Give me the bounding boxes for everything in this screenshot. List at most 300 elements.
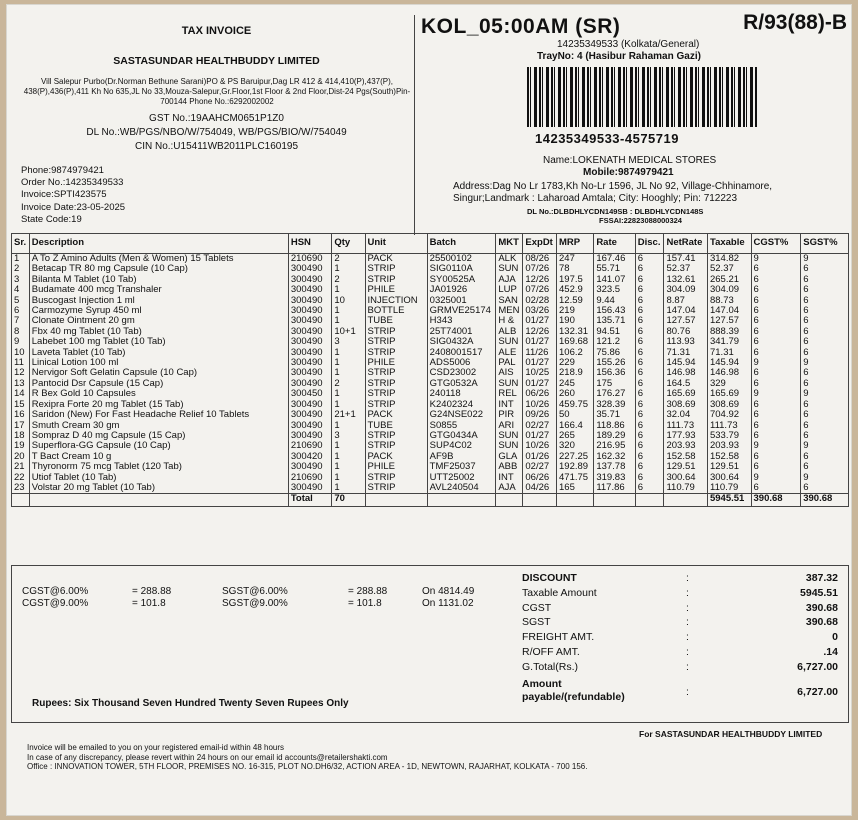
total-cell-hsn: Total <box>288 494 332 507</box>
cell-expdt: 10/25 <box>523 368 557 378</box>
summary-label: G.Total(Rs.) <box>522 660 579 673</box>
cell-mrp: 452.9 <box>557 285 594 295</box>
cell-sr: 19 <box>12 441 30 451</box>
tax-cgst-val: = 101.8 <box>132 598 166 609</box>
table-row <box>12 421 849 431</box>
cell-cgst: 6 <box>751 431 801 441</box>
total-cell-description <box>29 494 288 507</box>
cell-hsn: 300490 <box>288 337 332 347</box>
cell-taxable: 71.31 <box>707 348 751 358</box>
tax-sgst-val: = 101.8 <box>348 598 382 609</box>
cell-cgst: 9 <box>751 473 801 483</box>
items-table <box>11 233 849 507</box>
table-row <box>12 389 849 399</box>
cell-description: Volstar 20 mg Tablet (10 Tab) <box>29 483 288 494</box>
cell-netrate: 71.31 <box>664 348 708 358</box>
seller-dl: DL No.:WB/PGS/NBO/W/754049, WB/PGS/BIO/W/754049 <box>86 127 347 138</box>
total-cell-netrate <box>664 494 708 507</box>
amount-payable-row <box>518 678 848 706</box>
cell-mkt: REL <box>496 389 523 399</box>
cell-disc: 6 <box>635 379 664 389</box>
cell-qty: 1 <box>332 462 365 472</box>
cell-sgst: 9 <box>801 358 849 368</box>
footer-office: Office : INNOVATION TOWER, 5TH FLOOR, PREMISES NO. 16-315, PLOT NO.DH6/32, ACTION AREA - 1D, NEWTOWN, RAJARHAT, KOLKATA - 700 156. <box>27 762 588 771</box>
cell-hsn: 300490 <box>288 264 332 274</box>
cell-qty: 1 <box>332 285 365 295</box>
cell-mrp: 227.25 <box>557 452 594 462</box>
cell-hsn: 300490 <box>288 462 332 472</box>
cell-cgst: 6 <box>751 400 801 410</box>
summary-box <box>11 565 849 723</box>
column-header-hsn: HSN <box>288 234 332 254</box>
cell-taxable: 147.04 <box>707 306 751 316</box>
cell-mrp: 245 <box>557 379 594 389</box>
cell-batch: SIG0110A <box>427 264 496 274</box>
table-row <box>12 327 849 337</box>
table-row <box>12 452 849 462</box>
column-header-qty: Qty <box>332 234 365 254</box>
cell-sr: 16 <box>12 410 30 420</box>
cell-batch: AVL240504 <box>427 483 496 494</box>
table-row <box>12 400 849 410</box>
cell-qty: 1 <box>332 421 365 431</box>
summary-label: Taxable Amount <box>522 586 597 599</box>
cell-rate: 189.29 <box>594 431 635 441</box>
cell-qty: 1 <box>332 400 365 410</box>
cell-batch: GTG0532A <box>427 379 496 389</box>
cell-description: Bilanta M Tablet (10 Tab) <box>29 275 288 285</box>
cell-taxable: 203.93 <box>707 441 751 451</box>
cell-taxable: 308.69 <box>707 400 751 410</box>
column-header-sr: Sr. <box>12 234 30 254</box>
cell-mkt: ALE <box>496 348 523 358</box>
cell-taxable: 52.37 <box>707 264 751 274</box>
cell-taxable: 314.82 <box>707 254 751 265</box>
cell-sr: 7 <box>12 316 30 326</box>
cell-taxable: 129.51 <box>707 462 751 472</box>
cell-disc: 6 <box>635 306 664 316</box>
cell-sr: 11 <box>12 358 30 368</box>
summary-colon: : <box>686 660 689 673</box>
cell-netrate: 177.93 <box>664 431 708 441</box>
cell-unit: STRIP <box>365 368 427 378</box>
cell-mrp: 78 <box>557 264 594 274</box>
cell-batch: 2408001517 <box>427 348 496 358</box>
cell-sr: 15 <box>12 400 30 410</box>
cell-qty: 10 <box>332 296 365 306</box>
summary-value: 6,727.00 <box>797 660 838 673</box>
cell-qty: 1 <box>332 368 365 378</box>
cell-rate: 216.95 <box>594 441 635 451</box>
invoice-title: TAX INVOICE <box>181 25 252 37</box>
cell-mrp: 165 <box>557 483 594 494</box>
cell-rate: 319.83 <box>594 473 635 483</box>
cell-hsn: 300490 <box>288 483 332 494</box>
cell-mrp: 229 <box>557 358 594 368</box>
cell-disc: 6 <box>635 431 664 441</box>
cell-netrate: 8.87 <box>664 296 708 306</box>
cell-sgst: 6 <box>801 296 849 306</box>
tax-on: On 1131.02 <box>422 598 474 609</box>
cell-expdt: 08/26 <box>523 254 557 265</box>
cell-mrp: 471.75 <box>557 473 594 483</box>
cell-cgst: 9 <box>751 389 801 399</box>
cell-rate: 35.71 <box>594 410 635 420</box>
cell-sgst: 6 <box>801 421 849 431</box>
summary-row <box>518 602 848 617</box>
table-row <box>12 473 849 483</box>
cell-unit: PHILE <box>365 358 427 368</box>
column-header-description: Description <box>29 234 288 254</box>
cell-cgst: 6 <box>751 452 801 462</box>
cell-sr: 12 <box>12 368 30 378</box>
cell-rate: 162.32 <box>594 452 635 462</box>
cell-disc: 6 <box>635 285 664 295</box>
cell-qty: 10+1 <box>332 327 365 337</box>
tray-number: TrayNo: 4 (Hasibur Rahaman Gazi) <box>537 51 701 62</box>
cell-netrate: 308.69 <box>664 400 708 410</box>
cell-batch: GRMVE25174 <box>427 306 496 316</box>
summary-row <box>518 616 848 631</box>
cell-cgst: 6 <box>751 264 801 274</box>
table-row <box>12 410 849 420</box>
total-cell-sgst: 390.68 <box>801 494 849 507</box>
cell-batch: GTG0434A <box>427 431 496 441</box>
cell-expdt: 12/26 <box>523 327 557 337</box>
cell-mkt: AJA <box>496 275 523 285</box>
cell-batch: SY00525A <box>427 275 496 285</box>
cell-unit: INJECTION <box>365 296 427 306</box>
cell-cgst: 6 <box>751 348 801 358</box>
total-cell-mkt <box>496 494 523 507</box>
tax-on: On 4814.49 <box>422 586 475 597</box>
cell-qty: 1 <box>332 441 365 451</box>
cell-disc: 6 <box>635 327 664 337</box>
cell-hsn: 210690 <box>288 441 332 451</box>
cell-batch: AF9B <box>427 452 496 462</box>
customer-mobile: Mobile:9874979421 <box>583 167 674 178</box>
cell-sgst: 6 <box>801 410 849 420</box>
cell-unit: PACK <box>365 452 427 462</box>
cell-mrp: 219 <box>557 306 594 316</box>
table-row <box>12 306 849 316</box>
order-location: 14235349533 (Kolkata/General) <box>557 39 700 50</box>
tax-sgst-label: SGST@6.00% <box>222 586 288 597</box>
cell-rate: 94.51 <box>594 327 635 337</box>
cell-mrp: 169.68 <box>557 337 594 347</box>
cell-rate: 175 <box>594 379 635 389</box>
cell-batch: H343 <box>427 316 496 326</box>
cell-sgst: 6 <box>801 348 849 358</box>
cell-rate: 176.27 <box>594 389 635 399</box>
tax-cgst-val: = 288.88 <box>132 586 172 597</box>
cell-mrp: 190 <box>557 316 594 326</box>
cell-netrate: 111.73 <box>664 421 708 431</box>
shipping-header <box>417 11 853 233</box>
cell-mrp: 132.31 <box>557 327 594 337</box>
total-row <box>12 494 849 507</box>
cell-expdt: 01/27 <box>523 337 557 347</box>
cell-unit: BOTTLE <box>365 306 427 316</box>
cell-sr: 21 <box>12 462 30 472</box>
total-cell-sr <box>12 494 30 507</box>
summary-value: .14 <box>823 645 838 658</box>
cell-mkt: SAN <box>496 296 523 306</box>
cell-batch: UTT25002 <box>427 473 496 483</box>
cell-rate: 156.43 <box>594 306 635 316</box>
cell-disc: 6 <box>635 296 664 306</box>
cell-cgst: 6 <box>751 316 801 326</box>
tax-breakup-row <box>22 586 502 598</box>
cell-description: Utiof Tablet (10 Tab) <box>29 473 288 483</box>
footer-note: Invoice will be emailed to you on your registered email-id within 48 hours <box>27 743 285 752</box>
amount-payable-label: Amount <box>522 677 562 690</box>
cell-batch: K2402324 <box>427 400 496 410</box>
cell-mkt: SUN <box>496 441 523 451</box>
order-number: Order No.:14235349533 <box>21 177 124 189</box>
cell-taxable: 341.79 <box>707 337 751 347</box>
invoice-meta <box>21 165 125 226</box>
seller-name: SASTASUNDAR HEALTHBUDDY LIMITED <box>113 55 320 67</box>
cell-disc: 6 <box>635 421 664 431</box>
cell-sgst: 9 <box>801 473 849 483</box>
cell-description: Saridon (New) For Fast Headache Relief 10 Tablets <box>29 410 288 420</box>
cell-expdt: 10/26 <box>523 441 557 451</box>
cell-sr: 17 <box>12 421 30 431</box>
table-row <box>12 254 849 265</box>
cell-batch: JA01926 <box>427 285 496 295</box>
cell-hsn: 210690 <box>288 254 332 265</box>
cell-description: Fbx 40 mg Tablet (10 Tab) <box>29 327 288 337</box>
cell-qty: 1 <box>332 389 365 399</box>
cell-unit: STRIP <box>365 400 427 410</box>
cell-disc: 6 <box>635 452 664 462</box>
cell-rate: 156.36 <box>594 368 635 378</box>
cell-unit: STRIP <box>365 389 427 399</box>
cell-qty: 1 <box>332 306 365 316</box>
cell-cgst: 6 <box>751 379 801 389</box>
cell-mkt: ARI <box>496 421 523 431</box>
cell-mrp: 197.5 <box>557 275 594 285</box>
cell-disc: 6 <box>635 358 664 368</box>
cell-mkt: LUP <box>496 285 523 295</box>
cell-cgst: 6 <box>751 275 801 285</box>
cell-description: Clonate Ointment 20 gm <box>29 316 288 326</box>
cell-qty: 1 <box>332 316 365 326</box>
cell-netrate: 145.94 <box>664 358 708 368</box>
state-code: State Code:19 <box>21 213 82 225</box>
table-row <box>12 264 849 274</box>
table-row <box>12 368 849 378</box>
amount-in-words: Rupees: Six Thousand Seven Hundred Twenty Seven Rupees Only <box>32 698 349 709</box>
cell-hsn: 300490 <box>288 327 332 337</box>
invoice-paper <box>6 4 852 816</box>
cell-expdt: 06/26 <box>523 389 557 399</box>
cell-expdt: 03/26 <box>523 306 557 316</box>
seller-phone: Phone:9874979421 <box>21 165 104 176</box>
total-cell-cgst: 390.68 <box>751 494 801 507</box>
cell-unit: PHILE <box>365 462 427 472</box>
amount-payable-label-2: payable/(refundable) <box>522 690 625 703</box>
invoice-number: Invoice:SPTI423575 <box>21 189 107 201</box>
invoice-date: Invoice Date:23-05-2025 <box>21 201 126 213</box>
cell-sgst: 6 <box>801 316 849 326</box>
summary-label: DISCOUNT <box>522 572 577 584</box>
cell-mkt: H & <box>496 316 523 326</box>
cell-disc: 6 <box>635 483 664 494</box>
cell-netrate: 157.41 <box>664 254 708 265</box>
cell-qty: 2 <box>332 254 365 265</box>
cell-netrate: 132.61 <box>664 275 708 285</box>
summary-label: CGST <box>522 601 552 614</box>
cell-sr: 8 <box>12 327 30 337</box>
cell-qty: 1 <box>332 348 365 358</box>
cell-hsn: 300490 <box>288 275 332 285</box>
cell-disc: 6 <box>635 264 664 274</box>
cell-mkt: ALB <box>496 327 523 337</box>
cell-expdt: 02/27 <box>523 462 557 472</box>
tax-cgst-label: CGST@9.00% <box>22 598 89 609</box>
cell-sr: 14 <box>12 389 30 399</box>
table-row <box>12 285 849 295</box>
cell-description: Laveta Tablet (10 Tab) <box>29 348 288 358</box>
cell-qty: 21+1 <box>332 410 365 420</box>
cell-taxable: 304.09 <box>707 285 751 295</box>
cell-unit: TUBE <box>365 316 427 326</box>
summary-value: 390.68 <box>805 616 838 629</box>
cell-netrate: 304.09 <box>664 285 708 295</box>
cell-rate: 323.5 <box>594 285 635 295</box>
cell-description: Budamate 400 mcg Transhaler <box>29 285 288 295</box>
summary-row <box>518 646 848 661</box>
cell-disc: 6 <box>635 348 664 358</box>
cell-netrate: 147.04 <box>664 306 708 316</box>
cell-expdt: 11/26 <box>523 348 557 358</box>
cell-sgst: 6 <box>801 379 849 389</box>
cell-netrate: 129.51 <box>664 462 708 472</box>
cell-sr: 1 <box>12 254 30 265</box>
cell-sr: 18 <box>12 431 30 441</box>
table-row <box>12 462 849 472</box>
total-cell-qty: 70 <box>332 494 365 507</box>
summary-colon: : <box>686 586 689 599</box>
cell-rate: 118.86 <box>594 421 635 431</box>
cell-hsn: 300490 <box>288 368 332 378</box>
cell-expdt: 01/26 <box>523 452 557 462</box>
cell-netrate: 203.93 <box>664 441 708 451</box>
cell-sr: 2 <box>12 264 30 274</box>
cell-sr: 23 <box>12 483 30 494</box>
cell-cgst: 6 <box>751 296 801 306</box>
cell-hsn: 300490 <box>288 358 332 368</box>
cell-disc: 6 <box>635 316 664 326</box>
cell-sr: 3 <box>12 275 30 285</box>
customer-dl: DL No.:DLBDHLYCDN149SB : DLBDHLYCDN148S <box>527 207 704 216</box>
column-header-netrate: NetRate <box>664 234 708 254</box>
cell-taxable: 88.73 <box>707 296 751 306</box>
cell-description: Superflora-GG Capsule (10 Cap) <box>29 441 288 451</box>
cell-disc: 6 <box>635 410 664 420</box>
cell-disc: 6 <box>635 473 664 483</box>
cell-description: R Bex Gold 10 Capsules <box>29 389 288 399</box>
cell-cgst: 9 <box>751 441 801 451</box>
cell-qty: 1 <box>332 483 365 494</box>
summary-row <box>518 661 848 676</box>
cell-mrp: 260 <box>557 389 594 399</box>
cell-rate: 137.78 <box>594 462 635 472</box>
cell-disc: 6 <box>635 400 664 410</box>
cell-cgst: 6 <box>751 285 801 295</box>
cell-unit: STRIP <box>365 337 427 347</box>
total-cell-taxable: 5945.51 <box>707 494 751 507</box>
cell-mrp: 192.89 <box>557 462 594 472</box>
table-row <box>12 348 849 358</box>
cell-batch: S0855 <box>427 421 496 431</box>
column-header-cgst: CGST% <box>751 234 801 254</box>
cell-mkt: SUN <box>496 264 523 274</box>
cell-expdt: 07/26 <box>523 264 557 274</box>
cell-description: Betacap TR 80 mg Capsule (10 Cap) <box>29 264 288 274</box>
tax-breakup <box>22 586 502 610</box>
cell-mkt: SUN <box>496 337 523 347</box>
cell-description: Thyronorm 75 mcg Tablet (120 Tab) <box>29 462 288 472</box>
for-company: For SASTASUNDAR HEALTHBUDDY LIMITED <box>639 729 823 739</box>
cell-sgst: 6 <box>801 452 849 462</box>
cell-batch: G24NSE022 <box>427 410 496 420</box>
cell-expdt: 06/26 <box>523 473 557 483</box>
cell-unit: PACK <box>365 254 427 265</box>
cell-description: Rexipra Forte 20 mg Tablet (15 Tab) <box>29 400 288 410</box>
cell-cgst: 6 <box>751 410 801 420</box>
cell-mkt: ALK <box>496 254 523 265</box>
cell-expdt: 01/27 <box>523 358 557 368</box>
tax-sgst-label: SGST@9.00% <box>222 598 288 609</box>
cell-taxable: 110.79 <box>707 483 751 494</box>
cell-batch: TMF25037 <box>427 462 496 472</box>
table-row <box>12 316 849 326</box>
cell-netrate: 165.69 <box>664 389 708 399</box>
cell-hsn: 300490 <box>288 285 332 295</box>
cell-taxable: 533.79 <box>707 431 751 441</box>
cell-batch: ADS5006 <box>427 358 496 368</box>
cell-mkt: SUN <box>496 431 523 441</box>
cell-mrp: 247 <box>557 254 594 265</box>
cell-mrp: 320 <box>557 441 594 451</box>
cell-expdt: 10/26 <box>523 400 557 410</box>
summary-value: 387.32 <box>805 572 838 584</box>
cell-hsn: 300490 <box>288 431 332 441</box>
cell-expdt: 04/26 <box>523 483 557 494</box>
cell-expdt: 09/26 <box>523 410 557 420</box>
summary-colon: : <box>686 572 689 584</box>
summary-label: FREIGHT AMT. <box>522 631 595 644</box>
cell-taxable: 111.73 <box>707 421 751 431</box>
cell-disc: 6 <box>635 275 664 285</box>
tax-breakup-row <box>22 598 502 610</box>
cell-sr: 20 <box>12 452 30 462</box>
barcode <box>527 67 757 127</box>
cell-expdt: 12/26 <box>523 275 557 285</box>
table-row <box>12 358 849 368</box>
cell-mrp: 12.59 <box>557 296 594 306</box>
cell-sgst: 9 <box>801 254 849 265</box>
cell-description: Pantocid Dsr Capsule (15 Cap) <box>29 379 288 389</box>
seller-header <box>19 15 415 235</box>
tax-sgst-val: = 288.88 <box>348 586 388 597</box>
cell-rate: 121.2 <box>594 337 635 347</box>
summary-colon: : <box>686 631 689 644</box>
cell-description: Nervigor Soft Gelatin Capsule (10 Cap) <box>29 368 288 378</box>
